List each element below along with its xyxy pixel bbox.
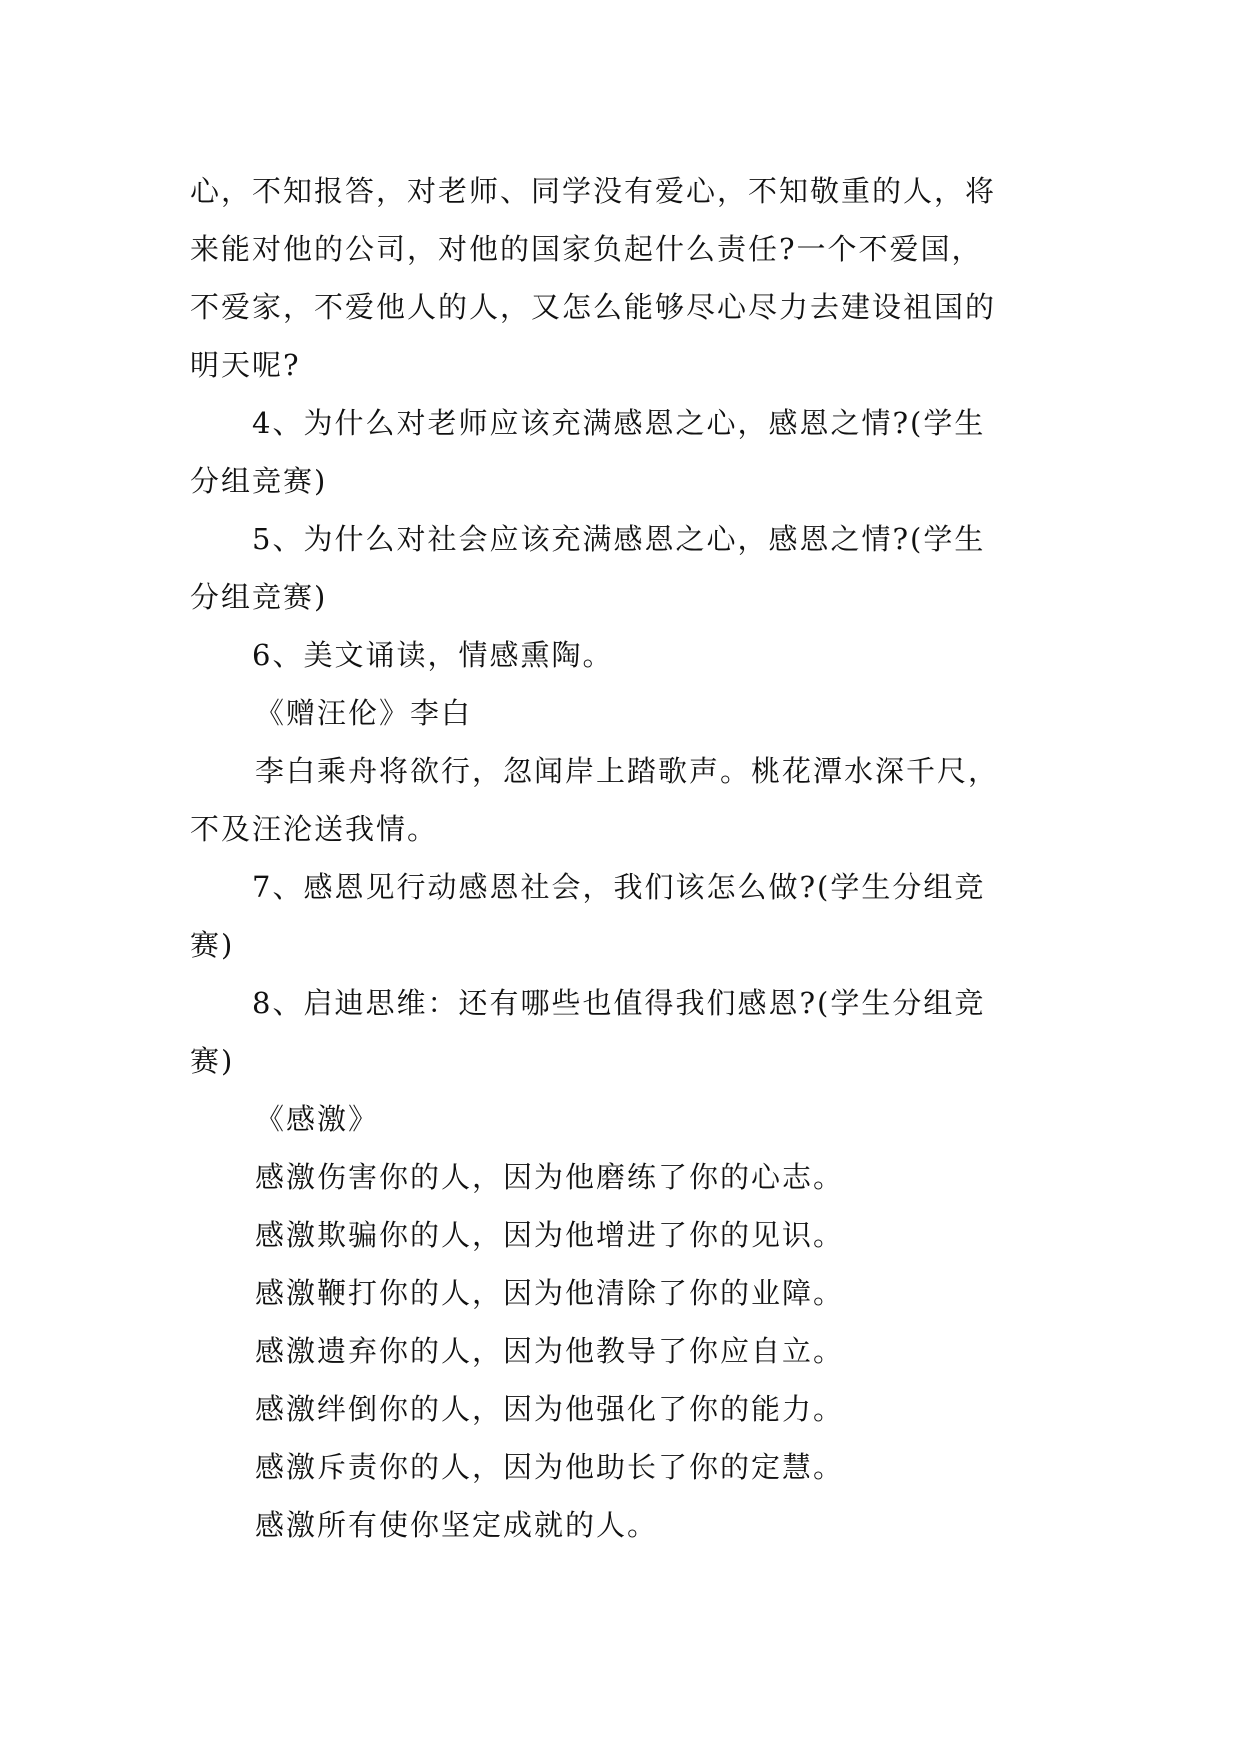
poem-line: 感激欺骗你的人，因为他增进了你的见识。 — [255, 1218, 845, 1252]
text-line: 来能对他的公司，对他的国家负起什么责任?一个不爱国， — [190, 232, 983, 266]
poem-line: 李白乘舟将欲行，忽闻岸上踏歌声。桃花潭水深千尺， — [255, 754, 1000, 788]
text-line: 6、美文诵读，情感熏陶。 — [252, 638, 614, 672]
text-line: 4、为什么对老师应该充满感恩之心，感恩之情?(学生 — [252, 406, 986, 440]
poem-line: 感激遗弃你的人，因为他教导了你应自立。 — [255, 1334, 845, 1368]
text-line: 5、为什么对社会应该充满感恩之心，感恩之情?(学生 — [252, 522, 986, 556]
poem-line: 感激鞭打你的人，因为他清除了你的业障。 — [255, 1276, 845, 1310]
text-line: 分组竞赛) — [190, 464, 328, 498]
poem-line: 不及汪沦送我情。 — [190, 812, 439, 846]
poem-title: 《赠汪伦》李白 — [255, 696, 473, 730]
poem-title: 《感激》 — [255, 1102, 380, 1136]
text-line: 不爱家，不爱他人的人，又怎么能够尽心尽力去建设祖国的 — [190, 290, 997, 324]
document-body — [190, 162, 1070, 1554]
text-line: 分组竞赛) — [190, 580, 328, 614]
text-line: 心，不知报答，对老师、同学没有爱心，不知敬重的人，将 — [190, 174, 997, 208]
text-line: 7、感恩见行动感恩社会，我们该怎么做?(学生分组竞 — [252, 870, 986, 904]
poem-line: 感激斥责你的人，因为他助长了你的定慧。 — [255, 1450, 845, 1484]
poem-line: 感激所有使你坚定成就的人。 — [255, 1508, 659, 1542]
text-line: 赛) — [190, 1044, 235, 1078]
poem-line: 感激绊倒你的人，因为他强化了你的能力。 — [255, 1392, 845, 1426]
text-line: 赛) — [190, 928, 235, 962]
text-line: 8、启迪思维：还有哪些也值得我们感恩?(学生分组竞 — [252, 986, 986, 1020]
text-line: 明天呢? — [190, 348, 301, 382]
poem-line: 感激伤害你的人，因为他磨练了你的心志。 — [255, 1160, 845, 1194]
